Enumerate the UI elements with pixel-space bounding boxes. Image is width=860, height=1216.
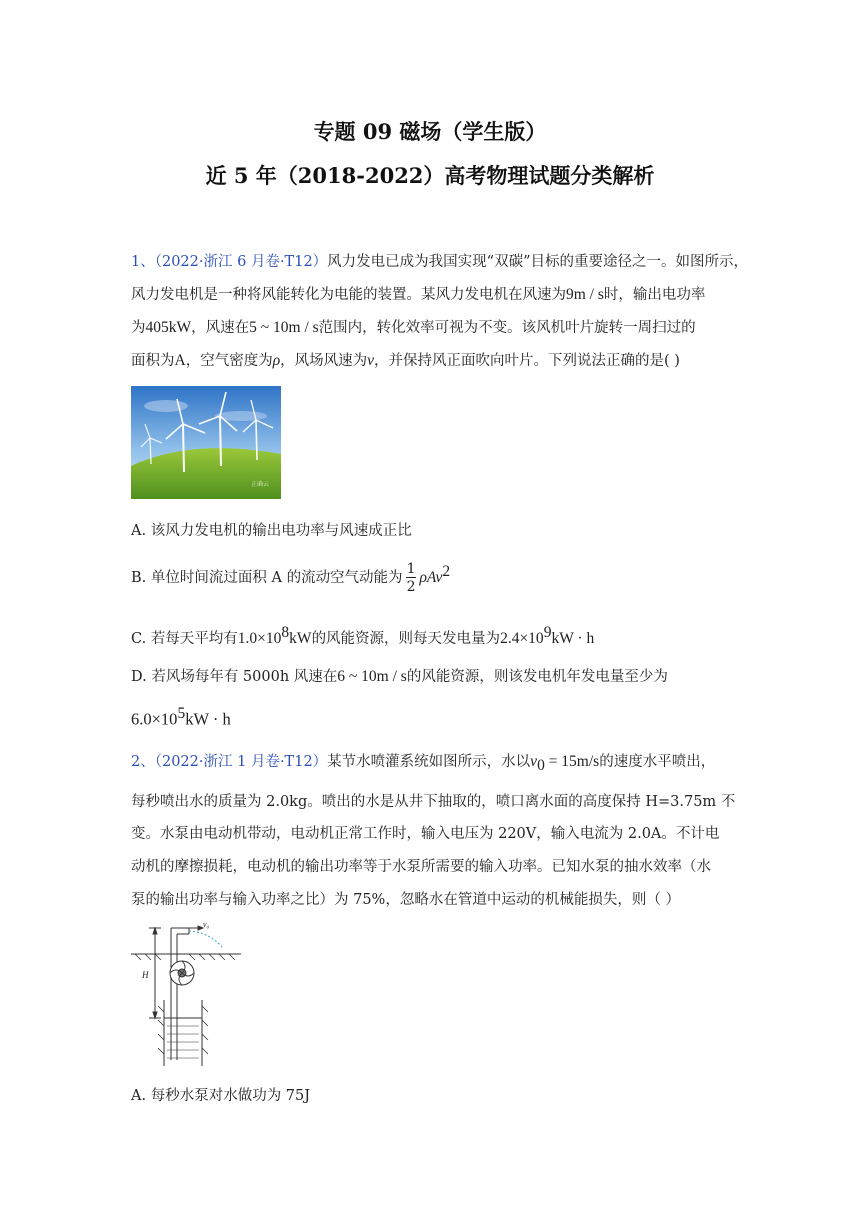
q1-math: kW: [289, 629, 312, 647]
q1-math: 5 ~ 10m / s: [249, 319, 319, 336]
q1-math: ρ: [272, 352, 281, 369]
q2-line-3: 变。水泵由电动机带动，电动机正常工作时，输入电压为 220V，输入电流为 2.0A。不计电: [131, 826, 720, 842]
q1-math: A: [174, 352, 186, 369]
q2-option-a[interactable]: A. 每秒水泵对水做功为 75J: [131, 1088, 311, 1104]
q2-source: （2022·浙江 1 月卷·T12）: [154, 754, 328, 770]
q1-source: （2022·浙江 6 月卷·T12）: [154, 254, 328, 270]
q1-line-1: [131, 250, 748, 271]
q2-line-2: 每秒喷出水的质量为 2.0kg。喷出的水是从井下抽取的，喷口离水面的高度保持 H=3.75m 不: [131, 794, 736, 810]
fraction-numerator: 1: [406, 561, 416, 577]
q1-number: 1、: [131, 254, 155, 270]
photo-watermark: 正确云: [251, 481, 270, 488]
q1-option-c-text: 的风能资源，则每天发电量为: [311, 630, 501, 647]
q1-option-c[interactable]: [131, 624, 594, 648]
q2-line-4: 动机的摩擦损耗，电动机的输出功率等于水泵所需要的输入功率。已知水泵的抽水效率（水: [131, 859, 711, 875]
q1-text: ，风场风速为: [280, 353, 368, 369]
page-title: 专题 09 磁场（学生版）: [313, 119, 547, 144]
q1-option-d-text: 的风能资源，则该发电机年发电量至少为: [406, 669, 668, 685]
q1-math: v: [367, 352, 375, 369]
label-v0: v₀: [203, 920, 210, 929]
q1-text: ，空气密度为: [185, 353, 273, 369]
exponent: 8: [281, 624, 290, 641]
q1-option-d[interactable]: [131, 665, 668, 686]
q2-text: 的速度水平喷出，: [599, 754, 716, 770]
fraction: [406, 562, 417, 594]
q1-math: kW · h: [551, 629, 595, 647]
fraction-denominator: 2: [406, 579, 416, 595]
q1-math: 6 ~ 10m / s: [337, 668, 407, 685]
q1-option-c-text: C. 若每天平均有: [131, 630, 238, 647]
q2-number: 2、: [131, 754, 155, 770]
subscript: 0: [537, 756, 545, 774]
q1-math: 1.0×10: [237, 629, 282, 647]
q1-option-d-cont: [131, 705, 231, 729]
q2-math: v: [530, 753, 538, 770]
label-H: H: [142, 970, 149, 980]
q2-math: = 15m/s: [544, 753, 600, 770]
q1-option-b[interactable]: [131, 562, 450, 594]
q1-math: kW · h: [185, 709, 231, 729]
q1-line-2: [131, 283, 705, 304]
exponent: 9: [543, 624, 552, 641]
sprinkler-diagram: [131, 920, 251, 1070]
q2-line-1: [131, 750, 715, 775]
page-subtitle: 近 5 年（2018-2022）高考物理试题分类解析: [205, 163, 655, 188]
q1-text: 时，输出电功率: [603, 287, 706, 303]
q1-math: 405kW: [145, 319, 192, 336]
q1-text: 风力发电机是一种将风能转化为电能的装置。某风力发电机在风速为: [131, 287, 566, 303]
wind-turbine-photo: [131, 386, 281, 499]
q1-text: ，并保持风正面吹向叶片。下列说法正确的是( ): [374, 353, 680, 369]
q1-option-a[interactable]: A. 该风力发电机的输出电功率与风速成正比: [131, 523, 412, 539]
q1-text: 面积为: [131, 353, 175, 369]
exponent: 2: [442, 563, 451, 581]
q1-option-b-formula: ρAv: [419, 569, 443, 586]
q1-math: 9m / s: [566, 286, 604, 303]
q2-text: 某节水喷灌系统如图所示，水以: [327, 754, 531, 770]
q1-math: 2.4×10: [500, 629, 544, 647]
q1-text: 范围内，转化效率可视为不变。该风机叶片旋转一周扫过的: [318, 320, 696, 336]
q1-option-d-text: D. 若风场每年有 5000h 风速在: [131, 669, 338, 685]
q1-option-b-text: B. 单位时间流过面积 A 的流动空气动能为: [131, 570, 403, 586]
q1-text: ，风速在: [191, 320, 250, 336]
q1-line-3: [131, 316, 696, 337]
q2-line-5: 泵的输出功率与输入功率之比）为 75%，忽略水在管道中运动的机械能损失，则（ ）: [131, 892, 680, 908]
q1-math: 6.0×10: [131, 709, 178, 729]
q1-text: 为: [131, 320, 146, 336]
exponent: 5: [177, 705, 186, 722]
q1-text: 风力发电已成为我国实现“双碳”目标的重要途径之一。如图所示，: [327, 254, 748, 270]
q1-line-4: [131, 349, 680, 370]
